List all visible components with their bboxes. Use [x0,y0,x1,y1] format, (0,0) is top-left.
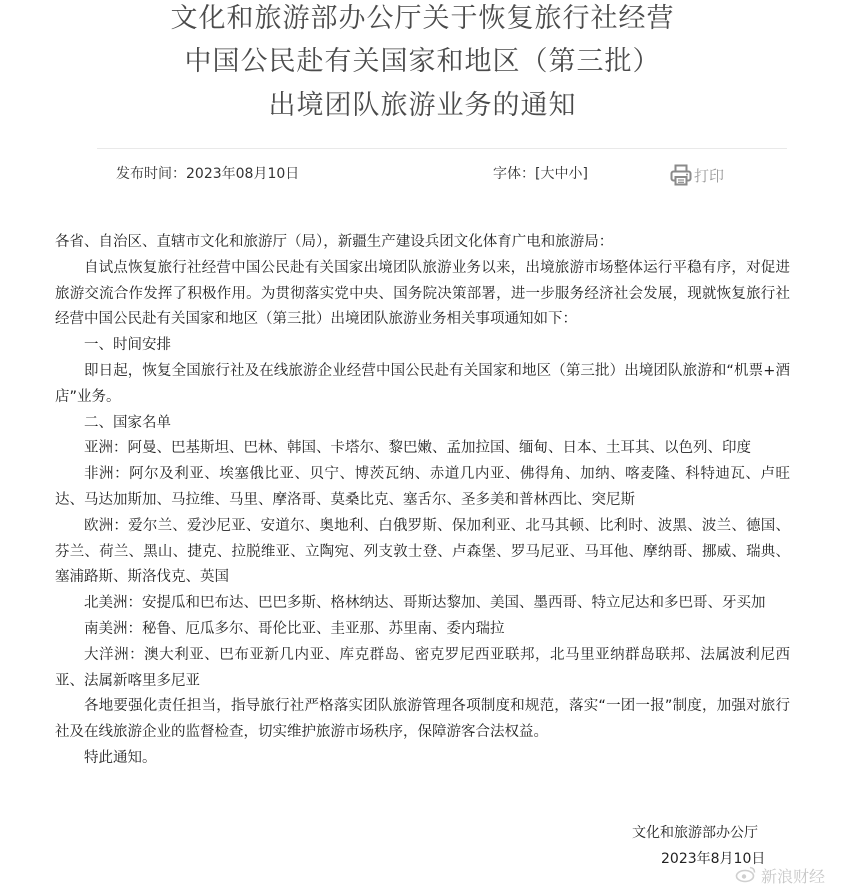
font-size-label: 字体： [493,166,535,182]
title-line-3: 出境团队旅游业务的通知 [268,90,577,121]
section-1-title: 一、时间安排 [84,337,171,354]
title-line-1: 文化和旅游部办公厅关于恢复旅行社经营 [170,3,675,34]
country-list-africa: 非洲：阿尔及利亚、埃塞俄比亚、贝宁、博茨瓦纳、赤道几内亚、佛得角、加纳、喀麦隆、科特迪瓦、卢旺达、马达加斯加、马拉维、马里、摩洛哥、莫桑比克、塞舌尔、圣多美和普林西比、突尼斯 [55,466,790,508]
country-list-north-america: 北美洲：安提瓜和巴布达、巴巴多斯、格林纳达、哥斯达黎加、美国、墨西哥、特立尼达和多巴哥、牙买加 [84,595,766,612]
title-line-2: 中国公民赴有关国家和地区（第三批） [184,46,661,77]
closing-paragraph: 各地要强化责任担当，指导旅行社严格落实团队旅游管理各项制度和规范，落实“一团一报”制度，加强对旅行社及在线旅游企业的监督检查，切实维护旅游市场秩序，保障游客合法权益。 [55,698,790,741]
printer-icon [670,164,692,186]
signature-date: 2023年8月10日 [661,851,766,867]
country-list-europe: 欧洲：爱尔兰、爱沙尼亚、安道尔、奥地利、白俄罗斯、保加利亚、北马其顿、比利时、波黑、波兰、德国、芬兰、荷兰、黑山、捷克、拉脱维亚、立陶宛、列支敦士登、卢森堡、罗马尼亚、马耳他、摩纳哥、挪威、瑞典、塞浦路斯、斯洛伐克、英国 [55,517,790,586]
intro-paragraph: 自试点恢复旅行社经营中国公民赴有关国家出境团队旅游业务以来，出境旅游市场整体运行平稳有序，对促进旅游交流合作发挥了积极作用。为贯彻落实党中央、国务院决策部署，进一步服务经济社会发展，现就恢复旅行社经营中国公民赴有关国家和地区（第三批）出境团队旅游业务相关事项通知如下： [55,259,790,328]
notice-body [55,230,790,772]
weibo-logo-icon [735,865,757,887]
watermark-text: 新浪财经 [761,867,826,886]
country-list-asia: 亚洲：阿曼、巴基斯坦、巴林、韩国、卡塔尔、黎巴嫩、孟加拉国、缅甸、日本、土耳其、以色列、印度 [84,440,751,457]
font-size-control [493,167,588,181]
print-button[interactable] [670,164,724,186]
font-size-options[interactable]: [大中小] [535,166,588,182]
print-label: 打印 [694,166,725,185]
section-1-text: 即日起，恢复全国旅行社及在线旅游企业经营中国公民赴有关国家和地区（第三批）出境团队旅游和“机票+酒店”业务。 [55,362,790,405]
header-divider [97,148,787,149]
section-2-title: 二、国家名单 [84,414,171,431]
salutation: 各省、自治区、直辖市文化和旅游厅（局），新疆生产建设兵团文化体育广电和旅游局： [55,234,614,250]
signature-issuer: 文化和旅游部办公厅 [632,825,758,841]
watermark [735,864,825,887]
publish-time: 发布时间：2023年08月10日 [116,166,300,182]
closing-line: 特此通知。 [84,749,157,766]
country-list-south-america: 南美洲：秘鲁、厄瓜多尔、哥伦比亚、圭亚那、苏里南、委内瑞拉 [84,620,505,637]
country-list-oceania: 大洋洲：澳大利亚、巴布亚新几内亚、库克群岛、密克罗尼西亚联邦，北马里亚纳群岛联邦、法属波利尼西亚、法属新喀里多尼亚 [55,646,790,689]
